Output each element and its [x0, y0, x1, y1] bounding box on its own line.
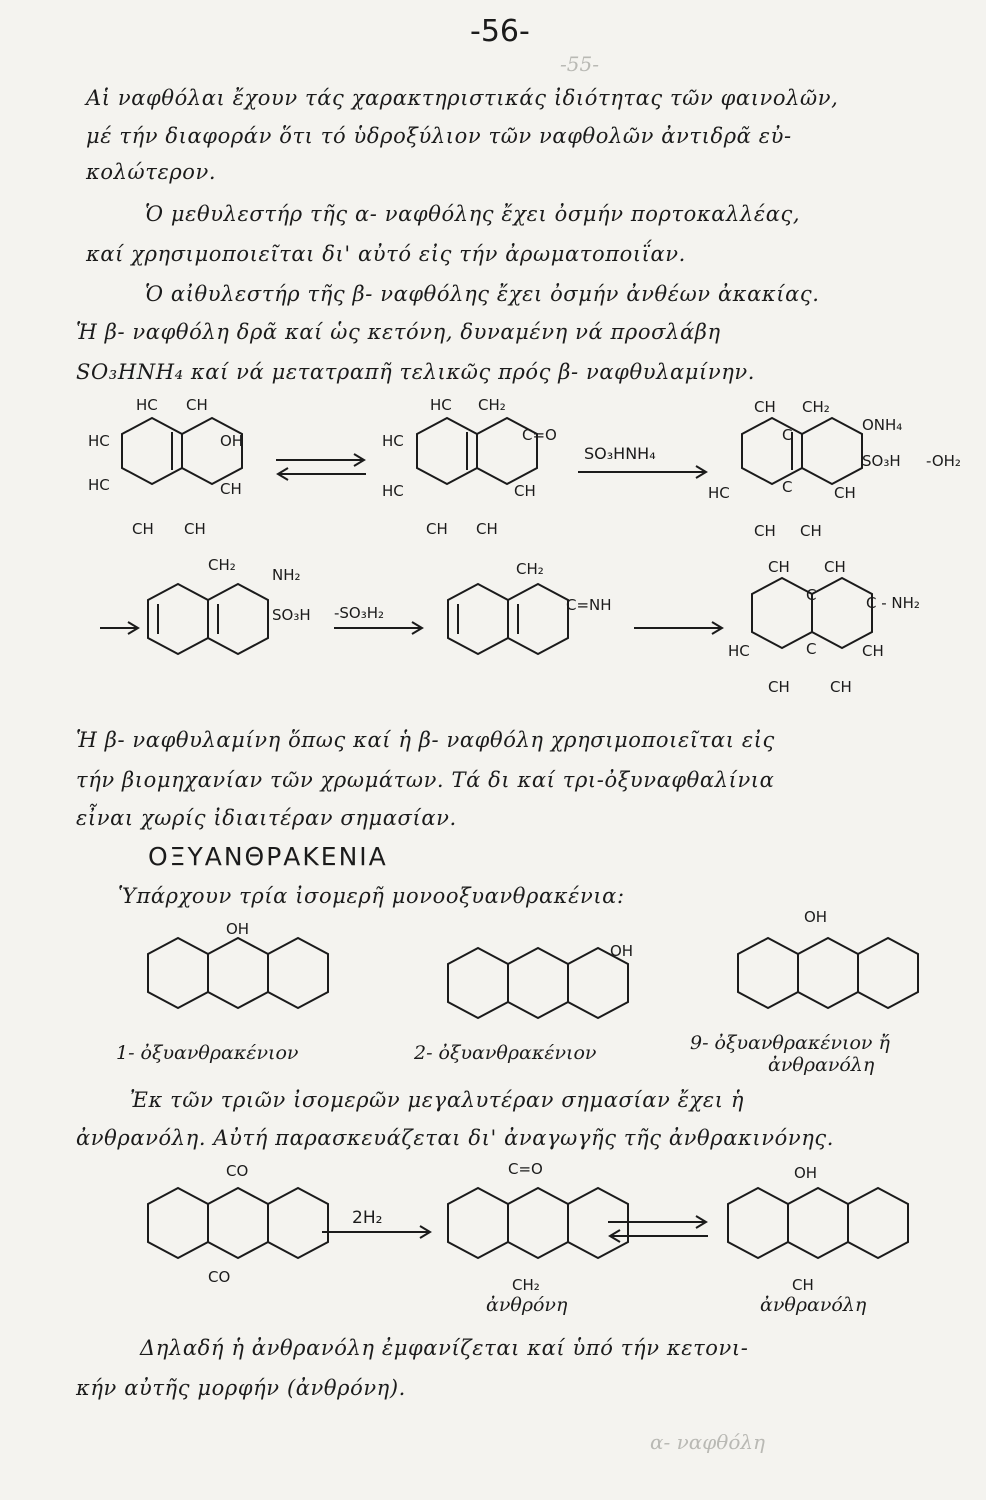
atom-label: C [806, 586, 817, 604]
amine-sulfonate-structure [140, 576, 310, 686]
atom-label: CH [824, 558, 846, 576]
atom-label: C=NH [566, 596, 612, 614]
atom-label: C [782, 426, 793, 444]
paragraph-line: μέ τήν διαφοράν ὅτι τό ὑδροξύλιον τῶν ναφθολῶν ἀντιδρᾶ εὐ- [86, 124, 792, 148]
atom-label: CH [768, 678, 790, 696]
atom-label: CH₂ [512, 1276, 540, 1294]
paragraph-line: καί χρησιμοποιεῖται δι' αὐτό εἰς τήν ἀρωματοποιΐαν. [86, 242, 686, 266]
atom-label: CH [132, 520, 154, 538]
reaction-arrow [574, 462, 714, 482]
atom-label: OH [220, 432, 244, 450]
paragraph-line: τήν βιομηχανίαν τῶν χρωμάτων. Τά δι καί τρι-ὀξυναφθαλίνια [76, 768, 775, 792]
atom-label: CH [834, 484, 856, 502]
page-number: -56- [470, 14, 530, 49]
imine-structure [440, 576, 610, 686]
atom-label: C=O [522, 426, 557, 444]
reaction-arrow [630, 618, 730, 638]
compound-caption: ἀνθρόνη [486, 1294, 568, 1316]
paragraph-line: Ἐκ τῶν τριῶν ἰσομερῶν μεγαλυτέραν σημασίαν ἔχει ἡ [130, 1088, 745, 1112]
atom-label: CH [514, 482, 536, 500]
hydroxyl-label: OH [610, 942, 634, 960]
paragraph-line: Ὁ αἰθυλεστήρ τῆς β- ναφθόλης ἔχει ὀσμήν ἀνθέων ἀκακίας. [145, 282, 820, 306]
bleed-through-text: -55- [560, 52, 599, 76]
paragraph-line: Δηλαδή ἡ ἀνθρανόλη ἐμφανίζεται καί ὑπό τήν κετονι- [140, 1336, 749, 1360]
paragraph-line: Ὁ μεθυλεστήρ τῆς α- ναφθόλης ἔχει ὀσμήν πορτοκαλλέας, [145, 202, 801, 226]
reaction-arrow [330, 618, 430, 638]
atom-label: C - NH₂ [866, 594, 920, 612]
atom-label: C=O [508, 1160, 543, 1178]
atom-label: HC [88, 476, 110, 494]
atom-label: SO₃H [862, 452, 901, 470]
atom-label: CH [862, 642, 884, 660]
anthranol-structure [720, 1180, 920, 1290]
atom-label: CH₂ [802, 398, 830, 416]
paragraph-line: Ἡ β- ναφθόλη δρᾶ καί ὡς κετόνη, δυναμένη νά προσλάβη [76, 320, 721, 344]
paragraph-line: εἶναι χωρίς ἰδιαιτέραν σημασίαν. [76, 806, 457, 830]
hydroxyl-label: OH [794, 1164, 818, 1182]
atom-label: CH₂ [516, 560, 544, 578]
atom-label: HC [708, 484, 730, 502]
atom-label: CH [476, 520, 498, 538]
atom-label: HC [382, 432, 404, 450]
eliminated-group: -SO₃H₂ [334, 604, 385, 622]
atom-label: HC [382, 482, 404, 500]
section-heading: ΟΞΥΑΝΘΡΑΚΕΝΙΑ [148, 842, 388, 871]
paragraph-line: κολώτερον. [86, 160, 217, 184]
atom-label: CH₂ [478, 396, 506, 414]
atom-label: CH [184, 520, 206, 538]
reaction-reagent: SO₃HNH₄ [584, 444, 656, 463]
atom-label: CH [186, 396, 208, 414]
hydroxyl-label: OH [804, 908, 828, 926]
atom-label: CO [208, 1268, 231, 1286]
atom-label: NH₂ [272, 566, 301, 584]
atom-label: C [782, 478, 793, 496]
atom-label: -OH₂ [926, 452, 961, 470]
bleed-through-text: α- ναφθόλη [650, 1430, 766, 1454]
anthraquinone-structure [140, 1180, 340, 1290]
atom-label: CH [792, 1276, 814, 1294]
paragraph-line: Ἡ β- ναφθυλαμίνη ὅπως καί ἡ β- ναφθόλη χρησιμοποιεῖται εἰς [76, 728, 775, 752]
atom-label: CH [800, 522, 822, 540]
atom-label: CH [754, 522, 776, 540]
paragraph-line: Ὑπάρχουν τρία ἰσομερῆ μονοοξυανθρακένια: [118, 884, 625, 908]
atom-label: CH₂ [208, 556, 236, 574]
atom-label: HC [728, 642, 750, 660]
atom-label: CH [754, 398, 776, 416]
isomer-caption: ἀνθρανόλη [768, 1054, 875, 1076]
beta-naphthylamine-structure [740, 570, 900, 680]
equilibrium-arrow [604, 1214, 714, 1244]
atom-label: CH [830, 678, 852, 696]
isomer-caption: 9- ὀξυανθρακένιον ἤ [690, 1032, 890, 1054]
9-hydroxyanthracene-structure [730, 930, 950, 1040]
paragraph-line: ἀνθρανόλη. Αὐτή παρασκευάζεται δι' ἀναγωγῆς τῆς ἀνθρακινόνης. [76, 1126, 835, 1150]
atom-label: SO₃H [272, 606, 311, 624]
atom-label: CH [426, 520, 448, 538]
atom-label: CH [220, 480, 242, 498]
paragraph-line: κήν αὐτῆς μορφήν (ἀνθρόνη). [76, 1376, 406, 1400]
compound-caption: ἀνθρανόλη [760, 1294, 867, 1316]
reaction-arrow [96, 618, 146, 638]
atom-label: HC [88, 432, 110, 450]
hydroxyl-label: OH [226, 920, 250, 938]
atom-label: ONH₄ [862, 416, 903, 434]
isomer-caption: 1- ὀξυανθρακένιον [116, 1042, 299, 1064]
equilibrium-arrow [272, 452, 372, 482]
paragraph-line: Αἱ ναφθόλαι ἔχουν τάς χαρακτηριστικάς ἰδιότητας τῶν φαινολῶν, [86, 86, 839, 110]
1-hydroxyanthracene-structure [140, 930, 360, 1040]
reaction-reagent: 2H₂ [352, 1208, 383, 1228]
isomer-caption: 2- ὀξυανθρακένιον [414, 1042, 597, 1064]
atom-label: HC [136, 396, 158, 414]
paragraph-line: SO₃HNH₄ καί νά μετατραπῆ τελικῶς πρός β- ναφθυλαμίνην. [76, 360, 756, 384]
reaction-arrow [318, 1222, 438, 1242]
atom-label: CH [768, 558, 790, 576]
atom-label: HC [430, 396, 452, 414]
atom-label: CO [226, 1162, 249, 1180]
atom-label: C [806, 640, 817, 658]
